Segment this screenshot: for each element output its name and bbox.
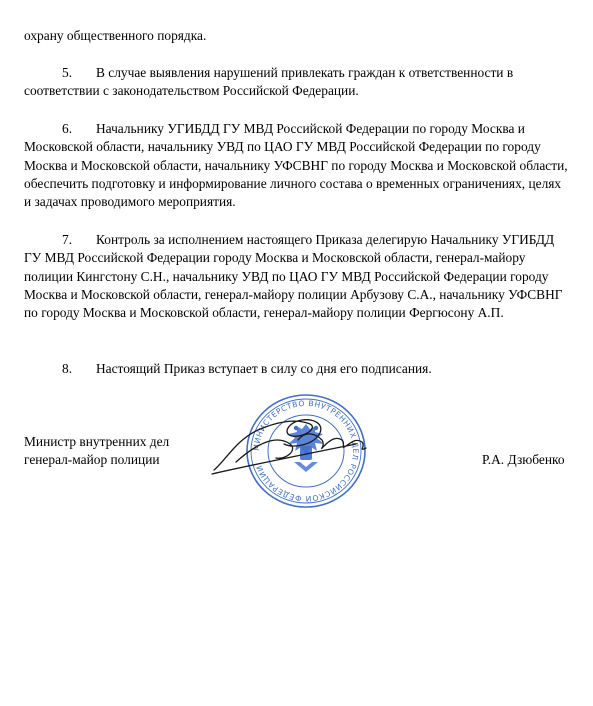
position-line-2: генерал-майор полиции <box>24 452 160 467</box>
item-number: 7. <box>62 232 73 247</box>
signatory-position <box>24 433 169 469</box>
seal-ring-text: МИНИСТЕРСТВО ВНУТРЕННИХ ДЕЛ РОССИЙСКОЙ ФЕДЕРАЦИИ <box>251 398 361 504</box>
item-text: Начальнику УГИБДД ГУ МВД Российской Федерации по городу Москва и Московской области, начальнику УВД по ЦАО ГУ МВД Российской Федерации по городу Москва и Московской области, начальнику УФСВНГ по городу Москва и Московской области, обеспечить подготовку и информирование личного состава о временных ограничениях, целях и задачах проводимого мероприятия. <box>24 121 568 210</box>
item-text: Настоящий Приказ вступает в силу со дня его подписания. <box>96 361 432 376</box>
item-text: В случае выявления нарушений привлекать граждан к ответственности в соответствии с законодательством Российской Федерации. <box>24 65 514 99</box>
item-7 <box>24 231 569 322</box>
lead-line: охрану общественного порядка. <box>24 28 207 43</box>
signatory-name: Р.А. Дзюбенко <box>482 452 565 467</box>
item-number: 8. <box>62 361 73 376</box>
item-6 <box>24 120 569 211</box>
item-number: 5. <box>62 65 73 80</box>
item-number: 6. <box>62 121 73 136</box>
item-text: Контроль за исполнением настоящего Приказа делегирую Начальнику УГИБДД ГУ МВД Российской Федерации городу Москва и Московской области, генерал-майору полиции Кингстону С.Н., начальнику УВД по ЦАО ГУ МВД Российской Федерации городу Москва и Московской области, генерал-майору полиции Арбузову С.А., начальнику УФСВНГ по городу Москва и Московской области, генерал-майору полиции Фергюсону А.П. <box>24 232 563 321</box>
item-5 <box>24 64 569 101</box>
handwritten-signature <box>206 400 376 480</box>
position-line-1: Министр внутренних дел <box>24 434 170 449</box>
item-8 <box>24 360 569 378</box>
